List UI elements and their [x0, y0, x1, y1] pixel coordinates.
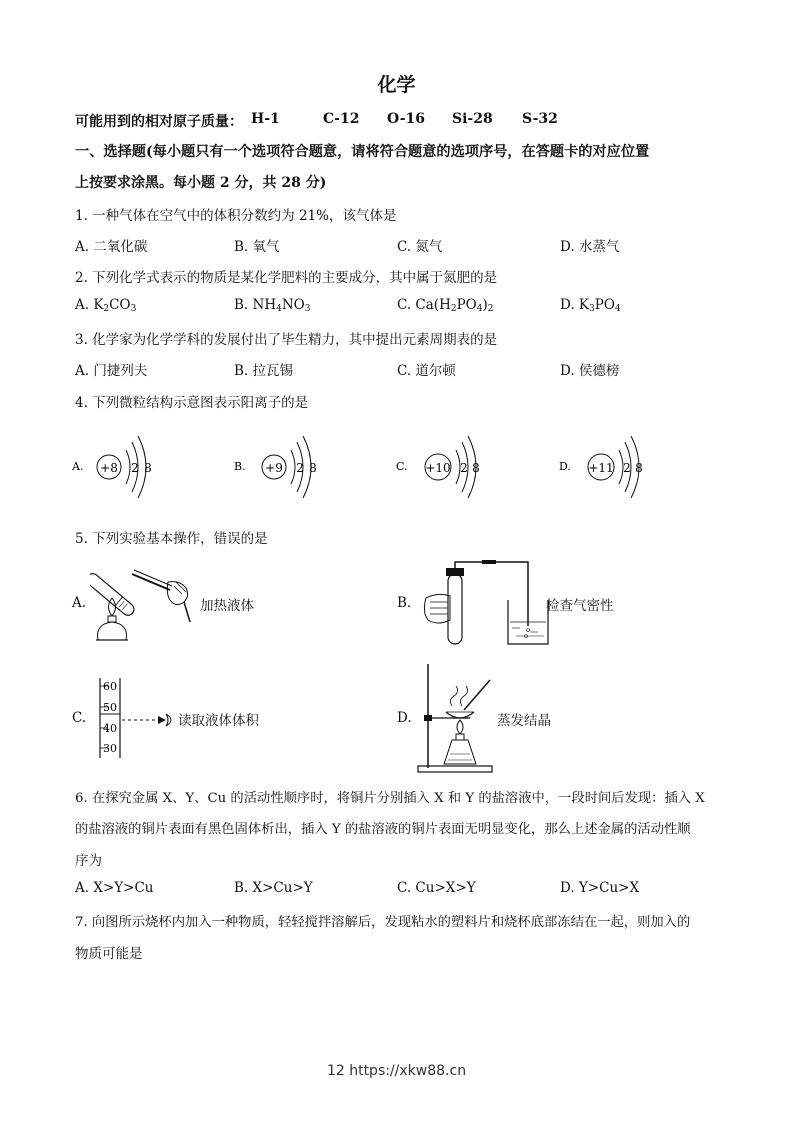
atomic-mass-label: 可能用到的相对原子质量：	[75, 114, 243, 130]
alcohol-lamp-icon	[98, 622, 127, 640]
flame-icon	[109, 598, 116, 616]
q5-a-letter: A.	[72, 595, 87, 611]
page-title: 化学	[377, 74, 416, 96]
section-heading-line2: 上按要求涂黑。每小题 2 分，共 28 分)	[75, 175, 327, 191]
alcohol-lamp-icon	[444, 740, 476, 764]
q1-option-b: B. 氧气	[234, 239, 280, 255]
cylinder-scale-50: 50	[103, 701, 117, 714]
eye-icon	[166, 714, 171, 726]
atomic-mass-si: Si-28	[452, 111, 493, 127]
q4-diagram-a-e1: 2	[131, 461, 139, 475]
q5-c-letter: C.	[72, 710, 87, 726]
q5-c-cylinder-illustration	[96, 674, 180, 760]
q6-stem-line2: 的盐溶液的铜片表面有黑色固体析出，插入 Y 的盐溶液的铜片表面无明显变化，那么上述金属的活动性顺	[75, 822, 691, 837]
q5-d-evaporation-illustration	[414, 660, 496, 774]
q1-option-a: A. 二氧化碳	[75, 239, 148, 255]
q6-option-b: B. X>Cu>Y	[234, 880, 313, 896]
q5-d-letter: D.	[397, 710, 412, 726]
q6-option-c: C. Cu>X>Y	[397, 880, 476, 896]
q4-diagram-b-e2: 8	[309, 461, 317, 475]
q2-option-d: D. $K_3PO_4$	[560, 297, 621, 314]
q3-stem: 3. 化学家为化学学科的发展付出了毕生精力，其中提出元素周期表的是	[75, 332, 498, 348]
hand-icon	[424, 594, 450, 623]
q5-b-airtightness-illustration	[420, 556, 550, 648]
q3-option-b: B. 拉瓦锡	[234, 363, 294, 379]
q5-stem: 5. 下列实验基本操作，错误的是	[75, 531, 268, 547]
q4-diagram-c-e1: 2	[460, 461, 468, 475]
atomic-mass-o: O-16	[387, 111, 426, 127]
cylinder-scale-60: 60	[103, 680, 117, 693]
q4-diagram-d-letter: D.	[559, 460, 571, 473]
q5-d-caption: 蒸发结晶	[497, 713, 551, 729]
tube-holder-icon	[132, 574, 170, 590]
q4-diagram-b-nucleus: +9	[265, 461, 283, 475]
q6-stem-line1: 6. 在探究金属 X、Y、Cu 的活动性顺序时，将铜片分别插入 X 和 Y 的盐溶液中，一段时间后发现：插入 X	[75, 791, 705, 806]
q4-diagram-d-nucleus: +11	[588, 461, 614, 475]
q5-a-heating-illustration	[90, 552, 200, 652]
q4-diagram-c-e2: 8	[472, 461, 480, 475]
atomic-mass-h: H-1	[251, 111, 280, 127]
atomic-mass-c: C-12	[323, 111, 360, 127]
electron-shell-arc	[126, 450, 130, 484]
evaporating-dish-icon	[446, 712, 474, 718]
delivery-tube	[455, 562, 528, 626]
q7-stem-line1: 7. 向图所示烧杯内加入一种物质，轻轻搅拌溶解后，发现粘水的塑料片和烧杯底部冻结在一起，则加入的	[75, 915, 691, 930]
q5-c-caption: 读取液体体积	[178, 713, 259, 729]
atomic-mass-s: S-32	[522, 111, 558, 127]
stopper-icon	[446, 568, 464, 576]
q6-stem-line3: 序为	[75, 853, 102, 869]
q4-diagram-b-letter: B.	[234, 460, 246, 473]
q4-diagram-a-e2: 8	[144, 461, 152, 475]
q7-stem-line2: 物质可能是	[75, 946, 143, 962]
q2-option-c: C. $Ca(H_2PO_4)_2$	[397, 297, 494, 314]
q4-diagram-b-e1: 2	[296, 461, 304, 475]
q2-option-a: A. $K_2CO_3$	[75, 297, 137, 314]
q5-b-caption: 检查气密性	[546, 598, 614, 614]
flame-icon	[457, 720, 463, 734]
q4-diagram-a-letter: A.	[72, 460, 84, 473]
q4-diagram-c-letter: C.	[396, 460, 408, 473]
page-footer: 12 https://xkw88.cn	[326, 1063, 467, 1079]
q4-stem: 4. 下列微粒结构示意图表示阳离子的是	[75, 395, 309, 411]
q1-option-d: D. 水蒸气	[560, 239, 620, 255]
q1-stem: 1. 一种气体在空气中的体积分数约为 21%，该气体是	[75, 208, 397, 224]
q5-b-letter: B.	[397, 595, 412, 611]
test-tube-icon	[90, 571, 136, 617]
cylinder-scale-40: 40	[103, 722, 117, 735]
q4-diagram-c-nucleus: +10	[425, 461, 451, 475]
electron-shell-arc	[291, 450, 295, 484]
q2-stem: 2. 下列化学式表示的物质是某化学肥料的主要成分，其中属于氮肥的是	[75, 270, 498, 286]
q3-option-c: C. 道尔顿	[397, 363, 456, 379]
q1-option-c: C. 氮气	[397, 239, 443, 255]
q4-diagram-a	[72, 428, 172, 504]
q6-option-a: A. X>Y>Cu	[75, 880, 154, 896]
q4-diagram-b	[234, 428, 334, 504]
q4-diagram-d-e1: 2	[623, 461, 631, 475]
q3-option-d: D. 侯德榜	[560, 363, 620, 379]
q6-option-d: D. Y>Cu>X	[560, 880, 640, 896]
q5-a-caption: 加热液体	[200, 598, 254, 614]
q4-diagram-c	[396, 428, 496, 504]
section-heading-line1: 一、选择题(每小题只有一个选项符合题意，请将符合题意的选项序号，在答题卡的对应位置	[75, 144, 650, 160]
q4-diagram-d	[559, 428, 659, 504]
q2-option-b: B. $NH_4NO_3$	[234, 297, 311, 314]
q4-diagram-d-e2: 8	[635, 461, 643, 475]
cylinder-scale-30: 30	[103, 742, 117, 755]
steam-icon	[450, 686, 467, 706]
glass-rod-icon	[464, 680, 490, 710]
q4-diagram-a-nucleus: +8	[100, 461, 118, 475]
q3-option-a: A. 门捷列夫	[75, 363, 148, 379]
